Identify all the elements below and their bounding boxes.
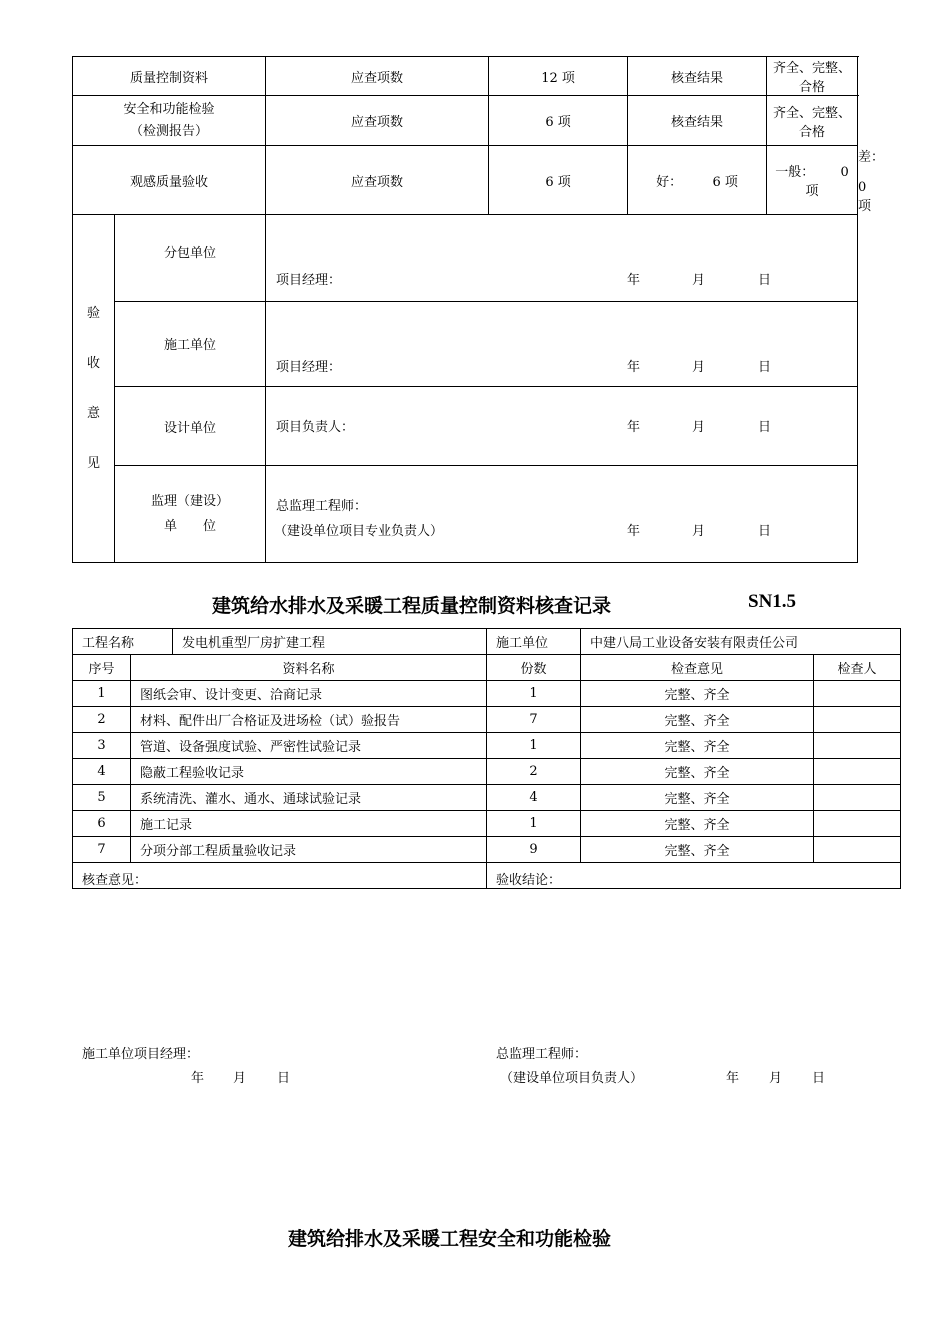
side-char: 收 — [86, 355, 100, 371]
sign-label: 项目经理： — [276, 360, 342, 375]
unit-name: 分包单位 — [164, 246, 217, 261]
date-year: 年 — [627, 420, 641, 435]
acceptance-sign-cell — [266, 466, 858, 563]
date-year: 年 — [627, 524, 641, 539]
date-year: 年 — [627, 273, 641, 288]
right-sign-label: 总监理工程师： — [496, 1047, 588, 1062]
row-copies: 1 — [487, 733, 581, 759]
summary-row-safety — [73, 96, 858, 146]
date-month: 月 — [233, 1071, 247, 1086]
contractor-label: 施工单位 — [487, 629, 581, 655]
acceptance-side-label — [73, 215, 115, 563]
row-copies: 7 — [487, 707, 581, 733]
row-opinion: 完整、齐全 — [581, 785, 814, 811]
unit-name: 设计单位 — [164, 420, 217, 436]
date-year: 年 — [191, 1071, 205, 1086]
date-month: 月 — [769, 1071, 783, 1086]
sensory-good — [628, 146, 767, 215]
sensory-normal-label: 一般： — [775, 165, 815, 180]
table-row — [73, 811, 901, 837]
acceptance-row-contractor — [73, 302, 858, 387]
side-char: 验 — [86, 305, 100, 321]
date-month: 月 — [692, 360, 706, 375]
summary-result-label: 核查结果 — [628, 96, 767, 146]
row-name: 材料、配件出厂合格证及进场检（试）验报告 — [131, 707, 487, 733]
row-opinion: 完整、齐全 — [581, 707, 814, 733]
row-no: 3 — [73, 733, 131, 759]
date-day: 日 — [758, 420, 772, 435]
unit-name: 施工单位 — [164, 337, 217, 353]
row-no: 1 — [73, 681, 131, 707]
sensory-count: 6 项 — [489, 146, 628, 215]
summary-label — [73, 96, 266, 146]
summary-count: 6 项 — [489, 96, 628, 146]
row-copies: 9 — [487, 837, 581, 863]
project-label: 工程名称 — [73, 629, 173, 655]
acceptance-row-subcontractor — [73, 215, 858, 302]
row-name: 系统清洗、灌水、通水、通球试验记录 — [131, 785, 487, 811]
record-code: SN1.5 — [748, 591, 797, 612]
row-opinion: 完整、齐全 — [581, 837, 814, 863]
row-no: 7 — [73, 837, 131, 863]
row-inspector — [814, 707, 901, 733]
date-year: 年 — [726, 1071, 740, 1086]
date-month: 月 — [692, 524, 706, 539]
row-no: 4 — [73, 759, 131, 785]
summary-count: 12 项 — [489, 57, 628, 96]
quality-record-table — [72, 628, 901, 1086]
row-name: 施工记录 — [131, 811, 487, 837]
sensory-label: 观感质量验收 — [73, 146, 266, 215]
header-no: 序号 — [73, 655, 131, 681]
right-sign-label-2: （建设单位项目负责人） — [500, 1071, 644, 1086]
date-day: 日 — [758, 273, 772, 288]
acceptance-sign-cell — [266, 215, 858, 302]
row-name: 隐蔽工程验收记录 — [131, 759, 487, 785]
row-name: 管道、设备强度试验、严密性试验记录 — [131, 733, 487, 759]
contractor-value: 中建八局工业设备安装有限责任公司 — [581, 629, 901, 655]
acceptance-sign-cell — [266, 387, 858, 466]
date-day: 日 — [277, 1071, 291, 1086]
opinion-row — [73, 863, 901, 889]
record-title: 建筑给水排水及采暖工程质量控制资料核查记录 — [212, 595, 612, 617]
conclusion-cell — [487, 863, 901, 1086]
left-sign-label: 施工单位项目经理： — [82, 1047, 200, 1062]
header-inspector: 检查人 — [814, 655, 901, 681]
acceptance-unit — [115, 302, 266, 387]
acceptance-row-designer — [73, 387, 858, 466]
acceptance-summary-table — [72, 56, 885, 563]
row-copies: 4 — [487, 785, 581, 811]
row-inspector — [814, 811, 901, 837]
next-section-title: 建筑给排水及采暖工程安全和功能检验 — [288, 1228, 612, 1250]
acceptance-row-supervisor — [73, 466, 858, 563]
row-opinion: 完整、齐全 — [581, 759, 814, 785]
row-name: 图纸会审、设计变更、洽商记录 — [131, 681, 487, 707]
table-row — [73, 733, 901, 759]
table-row — [73, 707, 901, 733]
acceptance-unit — [115, 466, 266, 563]
sensory-bad-label: 差： — [858, 150, 885, 165]
sign-label: 项目经理： — [276, 273, 342, 288]
row-opinion: 完整、齐全 — [581, 681, 814, 707]
side-char: 意 — [86, 405, 100, 421]
row-inspector — [814, 681, 901, 707]
row-opinion: 完整、齐全 — [581, 811, 814, 837]
date-year: 年 — [627, 360, 641, 375]
header-row — [73, 655, 901, 681]
summary-count-label: 应查项数 — [266, 57, 489, 96]
summary-result-label: 核查结果 — [628, 57, 767, 96]
date-day: 日 — [758, 524, 772, 539]
acceptance-unit — [115, 215, 266, 302]
summary-label: 质量控制资料 — [73, 57, 266, 96]
table-row — [73, 759, 901, 785]
acceptance-unit — [115, 387, 266, 466]
sensory-count-label: 应查项数 — [266, 146, 489, 215]
sensory-normal — [767, 146, 858, 215]
row-inspector — [814, 733, 901, 759]
summary-count-label: 应查项数 — [266, 96, 489, 146]
summary-result: 齐全、完整、合格 — [767, 96, 858, 146]
sensory-bad-value: 0 项 — [858, 180, 872, 214]
unit-name-line2: 单 位 — [164, 519, 217, 534]
date-month: 月 — [692, 420, 706, 435]
summary-label-line2: （检测报告） — [130, 123, 209, 139]
sign-label-2: （建设单位项目专业负责人） — [274, 524, 444, 539]
row-no: 6 — [73, 811, 131, 837]
row-copies: 1 — [487, 811, 581, 837]
sensory-normal-value: 0 项 — [805, 165, 849, 199]
sensory-good-label: 好： — [656, 174, 683, 190]
check-opinion-label: 核查意见： — [82, 873, 148, 888]
sign-label: 总监理工程师： — [276, 499, 368, 514]
table-row — [73, 785, 901, 811]
row-name: 分项分部工程质量验收记录 — [131, 837, 487, 863]
summary-row-quality — [73, 57, 858, 96]
project-value: 发电机重型厂房扩建工程 — [173, 629, 487, 655]
sign-label: 项目负责人： — [276, 420, 355, 435]
summary-result: 齐全、完整、合格 — [767, 57, 858, 96]
check-opinion-cell — [73, 863, 487, 1086]
row-no: 5 — [73, 785, 131, 811]
header-copies: 份数 — [487, 655, 581, 681]
summary-row-sensory — [73, 146, 858, 215]
row-no: 2 — [73, 707, 131, 733]
row-inspector — [814, 785, 901, 811]
date-day: 日 — [812, 1071, 826, 1086]
date-day: 日 — [758, 360, 772, 375]
sensory-good-value: 6 项 — [712, 174, 738, 190]
summary-label-line1: 安全和功能检验 — [123, 101, 215, 117]
table-row — [73, 681, 901, 707]
unit-name-line1: 监理（建设） — [151, 494, 230, 509]
acceptance-sign-cell — [266, 302, 858, 387]
conclusion-label: 验收结论： — [496, 873, 562, 888]
row-copies: 1 — [487, 681, 581, 707]
row-copies: 2 — [487, 759, 581, 785]
header-name: 资料名称 — [131, 655, 487, 681]
side-char: 见 — [86, 455, 100, 471]
header-opinion: 检查意见 — [581, 655, 814, 681]
row-opinion: 完整、齐全 — [581, 733, 814, 759]
row-inspector — [814, 759, 901, 785]
project-info-row — [73, 629, 901, 655]
date-month: 月 — [692, 273, 706, 288]
row-inspector — [814, 837, 901, 863]
table-row — [73, 837, 901, 863]
